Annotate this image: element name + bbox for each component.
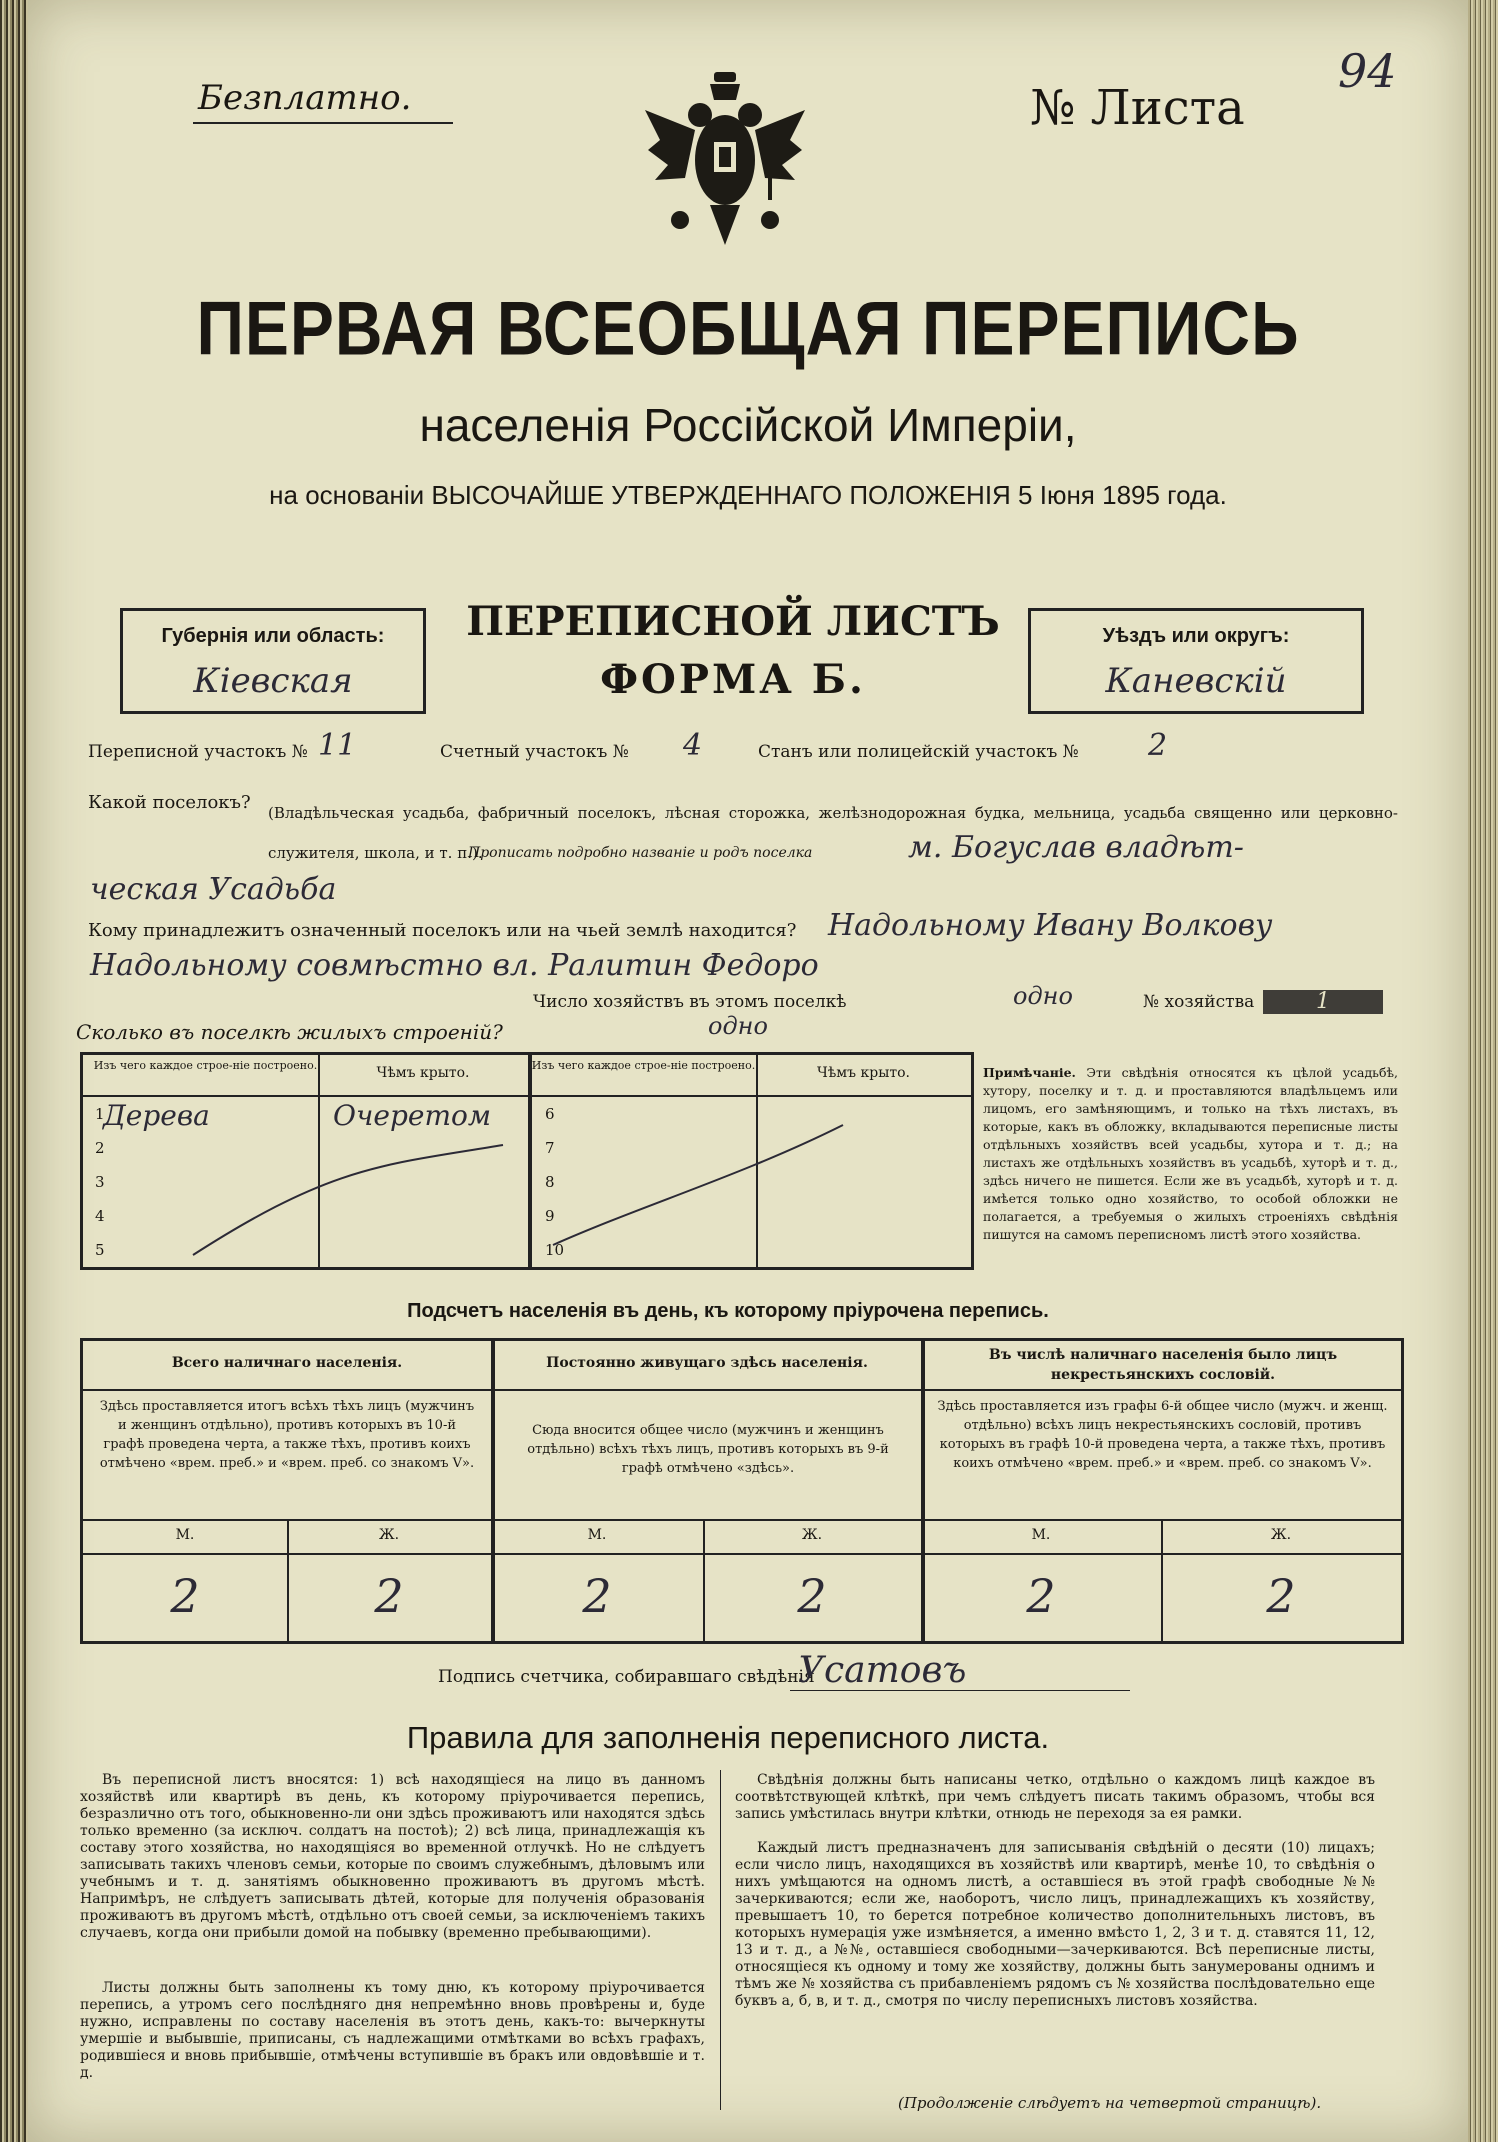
m-label: М. [587,1527,607,1543]
rules-title: Правила для заполненія переписного листа. [406,1720,1050,1755]
subtitle: населенія Россійской Имперіи, [419,399,1077,451]
col1-title: Всего наличнаго населенія. [171,1355,403,1371]
count-value: 2 [374,1569,404,1623]
m-label: М. [1031,1527,1051,1543]
form-title: ПЕРЕПИСНОЙ ЛИСТЪ [466,598,1000,645]
settlement-hint2: Прописать подробно названіе и родъ поселка [468,845,813,861]
rules-left-p2: Листы должны быть заполнены къ тому дню, къ которому пріурочивается перепись, а утромъ сего послѣдняго дня непремѣнно вновь провѣрены и, буде нужно, исправлены по составу населенія въ этотъ день, какъ-то: вычеркнуты умершіе и выбывшіе, приписаны, съ надлежащими отмѣтками во всѣхъ графахъ, родившіеся и вновь прибывшіе, отмѣчены вступившіе въ бракъ или овдовѣвшіе и т. д. [80,1980,705,2081]
count-value: 2 [170,1569,200,1623]
province-label: Губернія или область: [161,625,385,647]
household-no-value: 1 [1316,989,1330,1014]
note-body: Эти свѣдѣнія относятся къ цѣлой усадьбѣ, хутору, поселку и т. д. и проставляются владѣльцемъ или лицомъ, его замѣняющимъ, и только на тѣхъ листахъ, въ которые, какъ въ обложку, вкладываются переписные листы отдѣльныхъ хозяйствъ всей усадьбы, хутора и т. д.; на листахъ же отдѣльныхъ хозяйствъ въ усадьбѣ, хуторѣ и т. д., здѣсь ничего не пишется. Если же въ усадьбѣ, хуторѣ и т. д. имѣется только одно хозяйство, то особой обложки не полагается, а требуемыя о жилыхъ строеніяхъ свѣдѣнія пишутся на самомъ переписномъ листѣ этого хозяйства. [983,1065,1398,1242]
book-binding-edge [0,0,28,2142]
households-label: Число хозяйствъ въ этомъ поселкѣ [533,992,847,1012]
f-label: Ж. [378,1527,400,1543]
district-value: Каневскій [1105,661,1287,701]
owner-value-1: Надольному Ивану Волкову [828,908,1273,943]
note-title: Примѣчаніе. [983,1065,1076,1080]
m-label: М. [175,1527,195,1543]
police-area-value: 2 [1148,728,1168,763]
census-area-label: Переписной участокъ № [88,742,308,762]
count-value: 2 [797,1569,827,1623]
basis-line: на основаніи ВЫСОЧАЙШЕ УТВЕРЖДЕННАГО ПОЛОЖЕНІЯ 5 Іюня 1895 года. [269,480,1227,510]
province-value: Кіевская [193,661,353,701]
owner-value-2: Надольному совмѣстно вл. Ралитин Федоро [90,948,819,983]
row-num: 2 [95,1139,105,1157]
district-box [1028,608,1364,714]
row1-material: Дерева [103,1099,210,1132]
col1-text: Здѣсь проставляется итогъ всѣхъ тѣхъ лицъ (мужчинъ и женщинъ отдѣльно), противъ которыхъ въ 10-й графѣ проведена черта, а также тѣхъ, противъ коихъ отмѣчено «врем. преб.» и «врем. преб. со знакомъ V». [99,1399,475,1471]
count-value: 2 [1266,1569,1296,1623]
rules-right-p1: Свѣдѣнія должны быть написаны четко, отдѣльно о каждомъ лицѣ каждое въ соотвѣтствующей клѣткѣ, при чемъ слѣдуетъ писать такимъ образомъ, чтобы вся запись умѣстилась внутри клѣтки, отнюдь не переходя за ея рамки. [735,1772,1375,1822]
settlement-value-1: м. Богуслав владѣт- [908,830,1244,865]
col-roof-right: Чѣмъ крыто. [817,1065,910,1081]
free-label: Безплатно. [198,78,412,118]
col2-text: Сюда вносится общее число (мужчинъ и женщинъ отдѣльно) всѣхъ тѣхъ лицъ, противъ которыхъ въ 9-й графѣ отмѣчено «здѣсь». [527,1423,889,1476]
sheet-number-label: № Листа [1030,80,1245,136]
households-value: одно [1013,982,1073,1010]
household-no-label: № хозяйства [1143,992,1255,1012]
rules-right-p2: Каждый листъ предназначенъ для записыванія свѣдѣній о десяти (10) лицахъ; если число лицъ, находящихся въ хозяйствѣ или квартирѣ, менѣе 10, то свѣдѣнія о нихъ умѣщаются на одномъ листѣ, а оставшіеся въ этой графѣ свободные №№ зачеркиваются; если же, наоборотъ, число лицъ, принадлежащихъ къ хозяйству, превышаетъ 10, то берется потребное количество дополнительныхъ листовъ, въ которыхъ нумерація уже измѣняется, а именно вмѣсто 1, 2, 3 и т. д. ставятся 11, 12, 13 и т. д., а №№, оставшіеся свободными—зачеркиваются. Всѣ переписные листы, относящіеся къ одному и тому же хозяйству, должны быть занумерованы однимъ и тѣмъ же № хозяйства съ прибавленіемъ рядомъ съ № хозяйства послѣдовательно еще буквъ а, б, в, и т. д., смотря по числу переписныхъ листовъ хозяйства. [735,1840,1375,2009]
row-num: 10 [545,1241,565,1259]
row-num: 4 [95,1207,105,1225]
col-material-left: Изъ чего каждое строе-ніе построено. [93,1059,318,1072]
census-sheet [28,0,1468,2142]
row-num: 3 [95,1173,105,1191]
sheet-number-value: 94 [1338,44,1397,98]
row-num: 7 [545,1139,555,1157]
rules-left-p1: Въ переписной листъ вносятся: 1) всѣ находящіеся на лицо въ данномъ хозяйствѣ или квартирѣ въ день, къ которому пріурочивается перепись, безразлично отъ того, обыкновенно-ли они здѣсь проживаютъ или находятся здѣсь только временно (за исключ. солдатъ на постоѣ); 2) всѣ лица, принадлежащія къ составу этого хозяйства, но находящіяся во временной отлучкѣ. Но не слѣдуетъ записывать такихъ членовъ семьи, которые по своимъ служебнымъ, дѣловымъ или учебнымъ и т. д. занятіямъ обыкновенно проживаютъ въ другомъ мѣстѣ. Напримѣръ, не слѣдуетъ записывать дѣтей, которые для полученія образованія проживаютъ въ другомъ мѣстѣ, отдѣльно отъ своей семьи, за исключеніемъ такихъ случаевъ, когда они прибыли домой на побывку (временно пребывающими). [80,1772,705,1941]
col3-title: Въ числѣ наличнаго населенія было лицъ некрестьянскихъ сословій. [988,1347,1338,1383]
stacked-pages-edge [1468,0,1498,2142]
owner-label: Кому принадлежитъ означенный поселокъ или на чьей землѣ находится? [88,920,797,941]
count-value: 2 [582,1569,612,1623]
note-text [983,1064,1398,1244]
imperial-eagle-emblem [640,70,810,250]
buildings-label: Сколько въ поселкѣ жилыхъ строеній? [76,1020,503,1044]
form-name: ФОРМА Б. [600,656,866,703]
buildings-value: одно [708,1012,768,1040]
counting-area-label: Счетный участокъ № [440,742,629,762]
row-num: 8 [545,1173,555,1191]
row1-roof: Очеретом [333,1099,492,1132]
household-no-box [1263,990,1383,1014]
signature-value: Усатовъ [798,1650,967,1691]
row-num: 9 [545,1207,555,1225]
f-label: Ж. [801,1527,823,1543]
col-material-right: Изъ чего каждое строе-ніе построено. [531,1059,756,1072]
district-label: Уѣздъ или округъ: [1102,625,1290,647]
province-box [120,608,426,714]
row-num: 5 [95,1241,105,1259]
settlement-label: Какой поселокъ? [88,792,251,813]
settlement-hint: (Владѣльческая усадьба, фабричный поселокъ, лѣсная сторожка, желѣзнодорожная будка, мельница, усадьба священно или церковно-служителя, школа, и т. п.). [268,804,1398,862]
rules-continued: (Продолженіе слѣдуетъ на четвертой страницѣ). [898,2094,1322,2112]
signature-label: Подпись счетчика, собиравшаго свѣдѣнія [438,1667,815,1687]
col-roof-left: Чѣмъ крыто. [376,1065,470,1081]
col3-text: Здѣсь проставляется изъ графы 6-й общее число (мужч. и женщ. отдѣльно) всѣхъ лицъ некрестьянскихъ сословій, противъ которыхъ въ графѣ 10-й проведена черта, а также тѣхъ, противъ коихъ отмѣчено «врем. преб.» и «врем. преб. со знакомъ V». [937,1399,1388,1471]
f-label: Ж. [1270,1527,1292,1543]
row-num: 1 [95,1105,105,1123]
row-num: 6 [545,1105,555,1123]
buildings-table [80,1052,974,1270]
census-area-value: 11 [318,728,357,763]
count-value: 2 [1026,1569,1056,1623]
population-table [80,1338,1404,1644]
police-area-label: Станъ или полицейскій участокъ № [758,742,1079,762]
main-title: ПЕРВАЯ ВСЕОБЩАЯ ПЕРЕПИСЬ [196,285,1300,371]
population-heading: Подсчетъ населенія въ день, къ которому пріурочена перепись. [407,1300,1049,1322]
counting-area-value: 4 [683,728,703,763]
col2-title: Постоянно живущаго здѣсь населенія. [546,1355,868,1371]
strike-through-line [83,1055,971,1267]
settlement-value-2: ческая Усадьба [90,872,337,907]
